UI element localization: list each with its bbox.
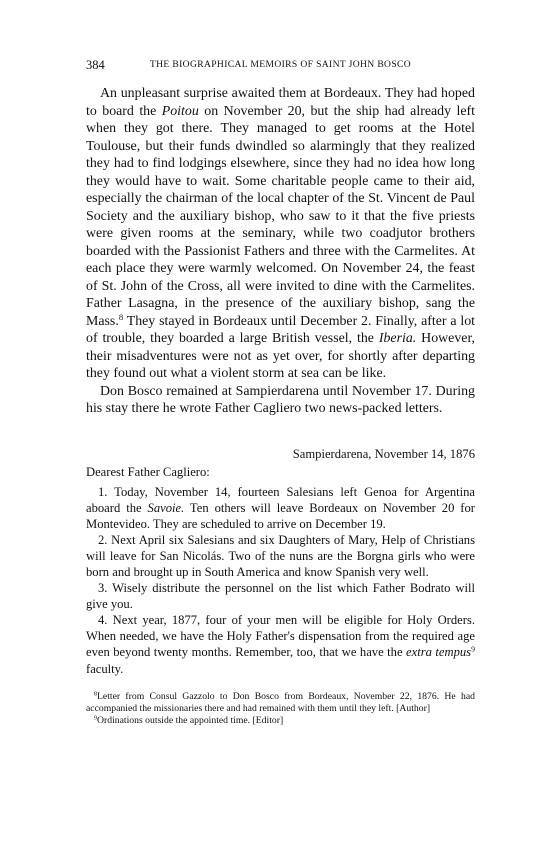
page-number: 384 (86, 58, 105, 72)
letter-item-4: 4. Next year, 1877, four of your men will be eligible for Holy Orders. When needed, we have the Holy Father's dispensation from the required age even beyond twenty months. Remember, too, that we have the extra tempus$^9$ faculty. (86, 613, 475, 676)
footnote-mark-8: 8 (94, 691, 97, 698)
paragraph-bordeaux: An unpleasant surprise awaited them at Bordeaux. They had hoped to board the Poitou on November 20, but the ship had already left when they got there. They managed to get rooms at the Hotel Toulouse, but their funds dwindled so alarmingly that they realized they had to find lodgings elsewhere, since they had no idea how long they would have to wait. Some charitable people came to their aid, especially the chairman of the local chapter of the St. Vincent de Paul Society and the auxiliary bishop, who saw to it that the five priests were given rooms at the seminary, while two coadjutor brothers boarded with the Passionist Fathers and three with the Carmelites. At each place they were warmly welcomed. On November 24, the feast of St. John of the Cross, all were invited to dine with the Carmelites. Father Lasagna, in the presence of the auxiliary bishop, sang the Mass.$^8$ They stayed in Bordeaux until December 2. Finally, after a lot of trouble, they boarded a large British vessel, the Iberia. However, their misadventures were not as yet over, for shortly after departing they found out what a violent storm at sea can be like. (86, 86, 475, 381)
footnote-mark-9: 9 (94, 715, 97, 722)
letter-item-2: 2. Next April six Salesians and six Daughters of Mary, Help of Christians will leave for San Nicolás. Two of the nuns are the Borgna girls who were born and brought up in South America and know Spanish very well. (86, 532, 475, 579)
letter-dateline: Sampierdarena, November 14, 1876 (292, 446, 475, 461)
footnotes (86, 691, 475, 728)
footnote-ref-8: 8 (118, 311, 124, 322)
book-page (86, 58, 475, 728)
footnote-9: $^9$Ordinations outside the appointed time. [Editor] (94, 715, 284, 727)
page-header (86, 58, 475, 76)
ship-name-poitou: Poitou (161, 103, 199, 119)
extra-tempus-term: extra tempus (406, 645, 472, 660)
ship-name-iberia: Iberia. (378, 331, 417, 346)
ship-name-savoie: Savoie. (147, 500, 185, 515)
main-text (86, 85, 475, 418)
footnote-8: $^8$Letter from Consul Gazzolo to Don Bosco from Bordeaux, November 22, 1876. He had accompanied the missionaries there and had remained with them until they left. [Author] (86, 690, 475, 714)
paragraph-sampierdarena: Don Bosco remained at Sampierdarena until November 17. During his stay there he wrote Father Cagliero two news-packed letters. (86, 383, 475, 416)
letter-item-1: 1. Today, November 14, fourteen Salesians left Genoa for Argentina aboard the Savoie. Ten others will leave Bordeaux on November 20 for Montevideo. They are scheduled to arrive on December 19. (86, 484, 475, 531)
footnote-ref-9: 9 (471, 644, 475, 654)
running-head: THE BIOGRAPHICAL MEMOIRS OF SAINT JOHN BOSCO (149, 59, 412, 70)
letter (86, 446, 475, 677)
letter-item-3: 3. Wisely distribute the personnel on the list which Father Bodrato will give you. (86, 581, 475, 612)
letter-salutation: Dearest Father Cagliero: (86, 464, 210, 479)
